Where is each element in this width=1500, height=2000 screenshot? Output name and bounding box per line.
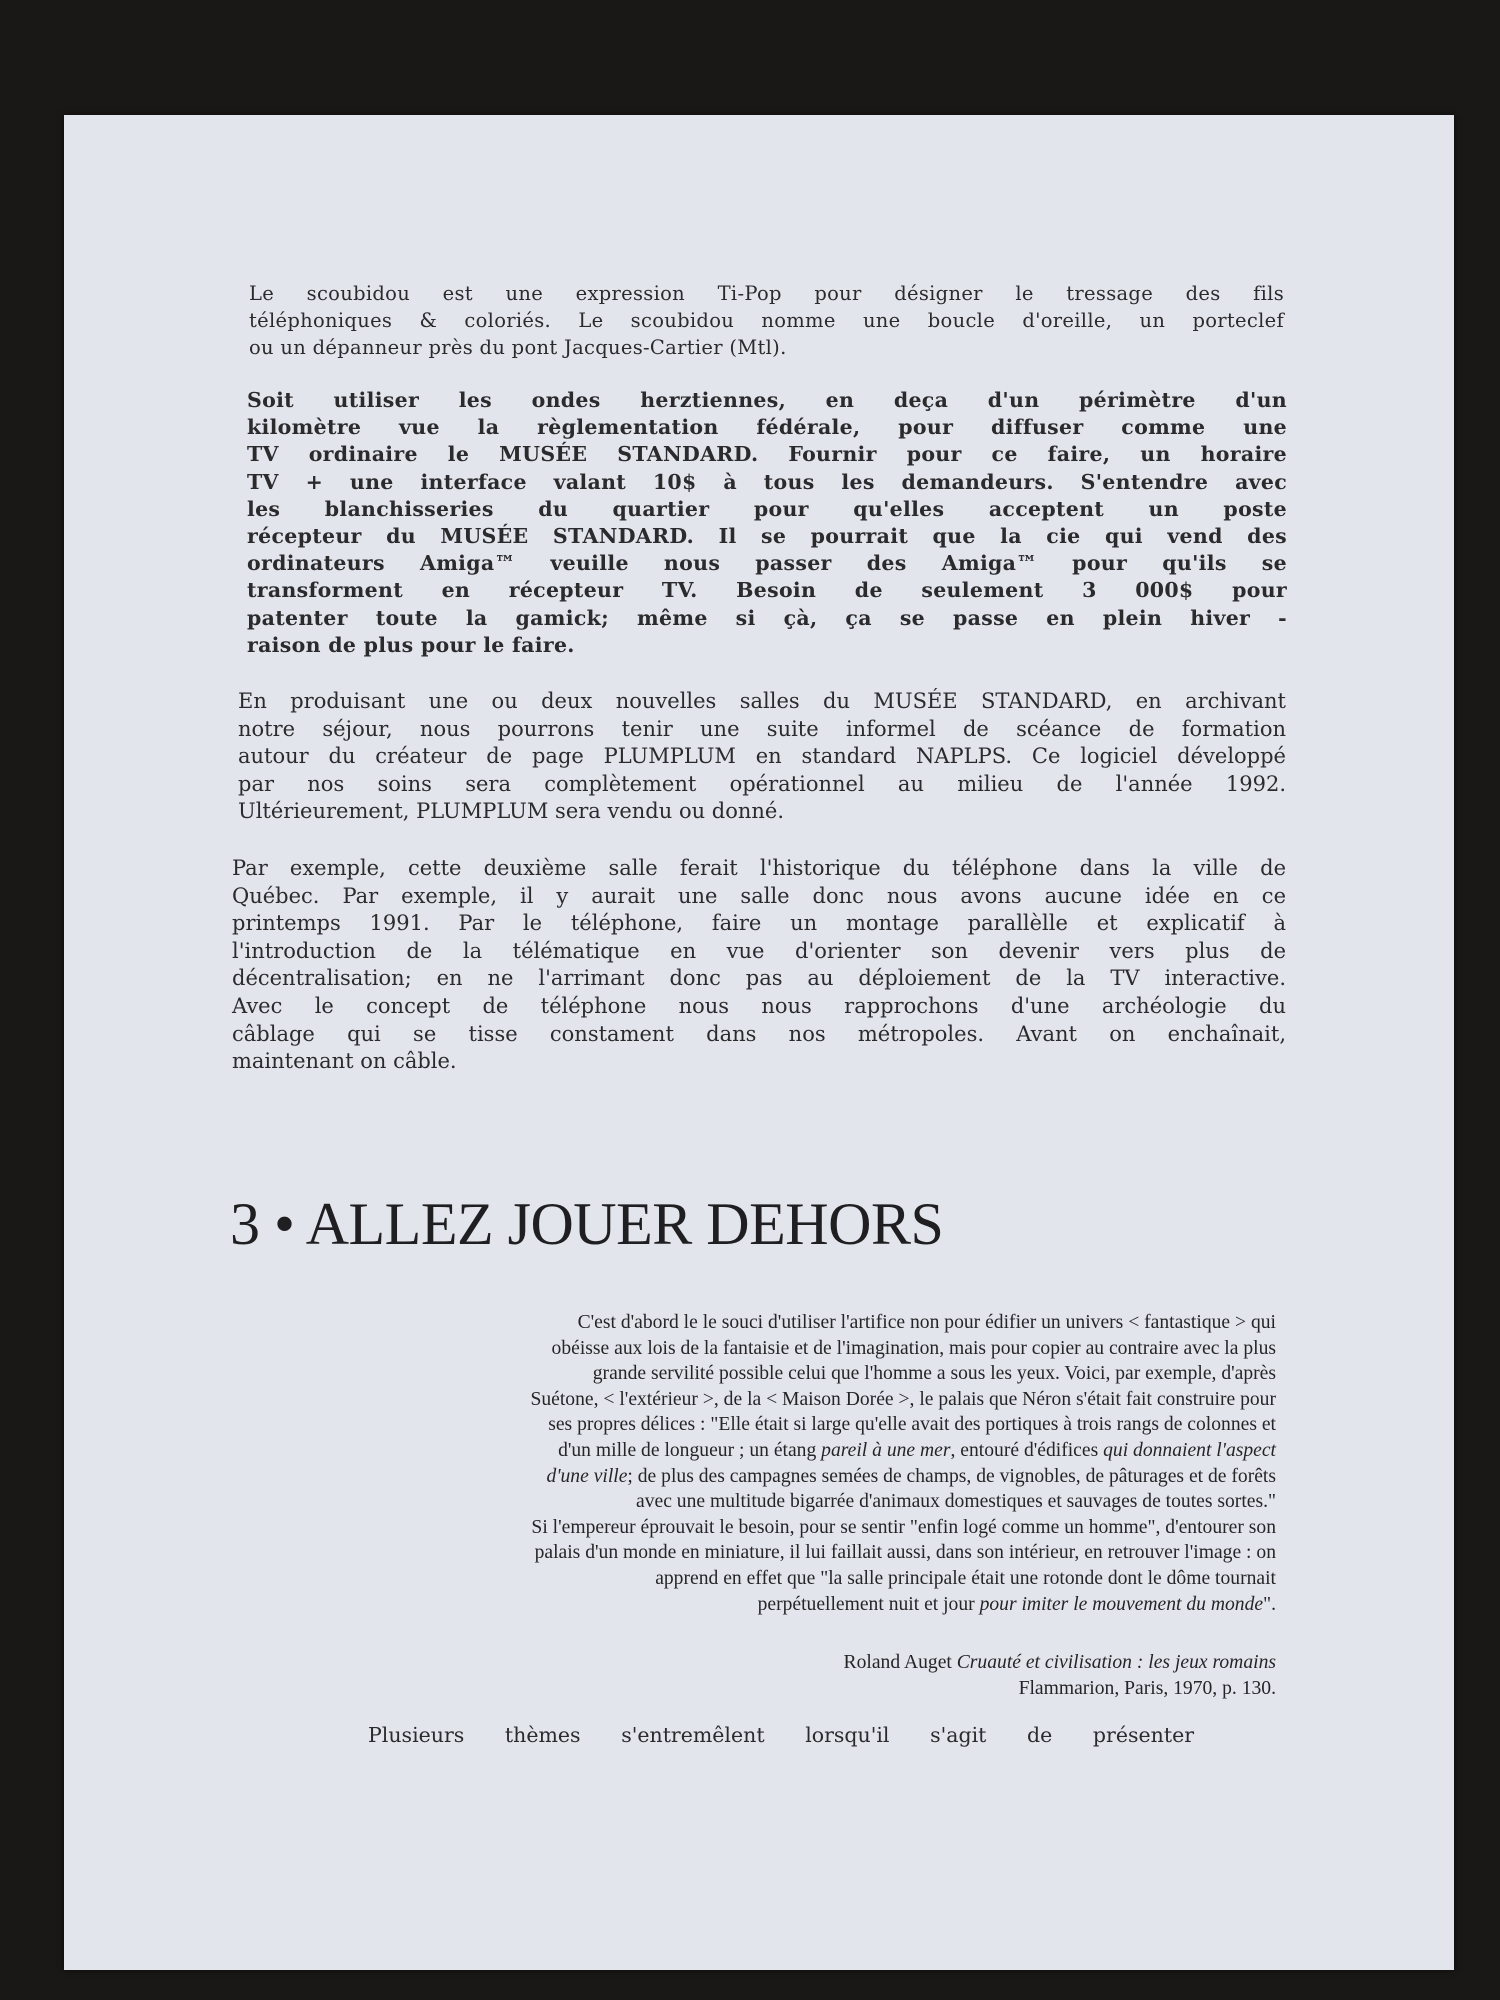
quote-line — [314, 1592, 1276, 1618]
text-line: TV + une interface valant 10$ à tous les demandeurs. S'entendre avec — [247, 469, 1287, 494]
text-line: notre séjour, nous pourrons tenir une suite informel de scéance de formation — [238, 716, 1286, 741]
text-line: par nos soins sera complètement opérationnel au milieu de l'année 1992. — [238, 771, 1286, 796]
quote-citation — [564, 1650, 1276, 1702]
epigraph-quote — [314, 1310, 1276, 1617]
text-line: printemps 1991. Par le téléphone, faire un montage parallèlle et explicatif à — [232, 911, 1286, 936]
quote-emphasis: pour imiter le mouvement du monde — [979, 1593, 1264, 1615]
text-line: ordinateurs Amiga™ veuille nous passer des Amiga™ pour qu'ils se — [247, 551, 1287, 576]
text-line: Soit utiliser les ondes herztiennes, en deça d'un périmètre d'un — [247, 388, 1287, 412]
quote-emphasis: qui donnaient l'aspect — [1103, 1439, 1276, 1461]
quote-line: Si l'empereur éprouvait le besoin, pour se sentir "enfin logé comme un homme", d'entourer son — [531, 1516, 1276, 1538]
text-line: maintenant on câble. — [232, 1049, 457, 1074]
paragraph-plumplum — [238, 688, 1286, 826]
paragraph-telephone — [232, 855, 1286, 1076]
text-line: téléphoniques & coloriés. Le scoubidou nomme une boucle d'oreille, un porteclef — [249, 309, 1284, 332]
quote-line: C'est d'abord le le souci d'utiliser l'artifice non pour édifier un univers < fantastique > qui — [577, 1312, 1276, 1333]
text-line: Le scoubidou est une expression Ti-Pop pour désigner le tressage des fils — [249, 282, 1284, 305]
quote-fragment: ; de plus des campagnes semées de champs, de vignobles, de pâturages et de forêts — [627, 1465, 1276, 1487]
text-line: autour du créateur de page PLUMPLUM en standard NAPLPS. Ce logiciel développé — [238, 744, 1286, 768]
text-line: Par exemple, cette deuxième salle ferait l'historique du téléphone dans la ville de — [232, 856, 1286, 880]
text-line: récepteur du MUSÉE STANDARD. Il se pourrait que la cie qui vend des — [247, 524, 1287, 549]
paragraph-ondes-herztiennes — [247, 387, 1287, 659]
paragraph-scoubidou — [249, 280, 1284, 361]
quote-line: obéisse aux lois de la fantaisie et de l'imagination, mais pour copier au contraire avec la plus — [551, 1337, 1276, 1359]
quote-fragment: d'un mille de longueur ; un étang — [558, 1439, 822, 1461]
text-line: câblage qui se tisse constament dans nos métropoles. Avant on enchaînait, — [232, 1021, 1286, 1046]
citation-line — [564, 1650, 1276, 1676]
text-line: l'introduction de la télématique en vue d'orienter son devenir vers plus de — [232, 938, 1286, 963]
quote-line: palais d'un monde en miniature, il lui faillait aussi, dans son intérieur, en retrouver l'image : on — [534, 1542, 1276, 1564]
text-line: En produisant une ou deux nouvelles salles du MUSÉE STANDARD, en archivant — [238, 689, 1286, 713]
quote-fragment: ". — [1263, 1593, 1276, 1615]
quote-line: ses propres délices : "Elle était si large qu'elle avait des portiques à trois rangs de colonnes et — [548, 1414, 1276, 1436]
document-page — [64, 115, 1454, 1970]
section-heading: 3 • ALLEZ JOUER DEHORS — [230, 1191, 944, 1257]
quote-line — [314, 1464, 1276, 1490]
quote-line: grande servilité possible celui que l'homme a sous les yeux. Voici, par exemple, d'après — [592, 1363, 1276, 1385]
quote-line — [314, 1438, 1276, 1464]
text-line: ou un dépanneur près du pont Jacques-Cartier (Mtl). — [249, 336, 787, 359]
citation-title: Cruauté et civilisation : les jeux romains — [956, 1652, 1276, 1673]
text-line: patenter toute la gamick; même si çà, ça se passe en plein hiver - — [247, 605, 1287, 630]
text-line: Québec. Par exemple, il y aurait une salle donc nous avons aucune idée en ce — [232, 883, 1286, 908]
citation-publisher: Flammarion, Paris, 1970, p. 130. — [1018, 1678, 1276, 1699]
text-line: décentralisation; en ne l'arrimant donc pas au déploiement de la TV interactive. — [232, 966, 1286, 991]
quote-emphasis: d'une ville — [546, 1465, 628, 1487]
quote-line: avec une multitude bigarrée d'animaux domestiques et sauvages de toutes sortes." — [636, 1491, 1276, 1513]
final-text-line: Plusieurs thèmes s'entremêlent lorsqu'il s'agit de présenter — [368, 1723, 1194, 1747]
quote-line: apprend en effet que "la salle principale était une rotonde dont le dôme tournait — [655, 1567, 1276, 1589]
text-line: Avec le concept de téléphone nous nous rapprochons d'une archéologie du — [232, 993, 1286, 1018]
text-line: transforment en récepteur TV. Besoin de seulement 3 000$ pour — [247, 578, 1287, 603]
quote-fragment: , entouré d'édifices — [950, 1439, 1104, 1461]
quote-emphasis: pareil à une mer — [821, 1439, 951, 1461]
text-line: raison de plus pour le faire. — [247, 632, 575, 657]
text-line: les blanchisseries du quartier pour qu'elles acceptent un poste — [247, 496, 1287, 521]
quote-fragment: perpétuellement nuit et jour — [757, 1593, 980, 1615]
quote-line: Suétone, < l'extérieur >, de la < Maison Dorée >, le palais que Néron s'était fait construire pour — [530, 1388, 1276, 1410]
text-line: TV ordinaire le MUSÉE STANDARD. Fournir pour ce faire, un horaire — [247, 442, 1287, 467]
citation-author: Roland Auget — [843, 1652, 957, 1673]
text-line: Ultérieurement, PLUMPLUM sera vendu ou donné. — [238, 799, 785, 823]
text-line: kilomètre vue la règlementation fédérale, pour diffuser comme une — [247, 415, 1287, 440]
